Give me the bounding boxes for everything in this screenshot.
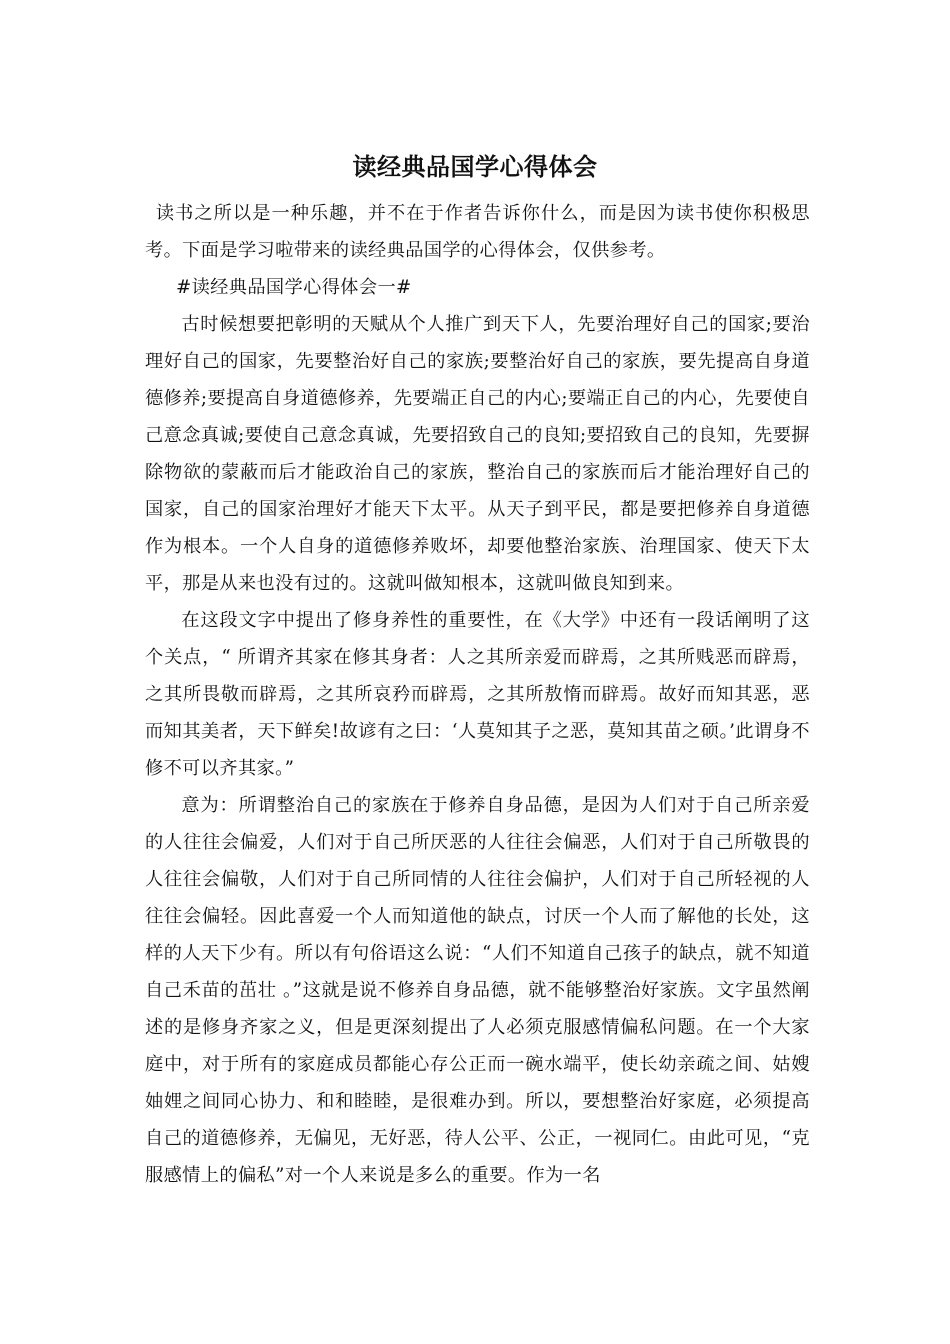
document-body [145, 195, 810, 1194]
section-heading: #读经典品国学心得体会一# [175, 277, 412, 298]
body-paragraph-2: 在这段文字中提出了修身养性的重要性，在《大学》中还有一段话阐明了这个关点，“ 所谓齐其家在修其身者：人之其所亲爱而辟焉，之其所贱恶而辟焉，之其所畏敬而辟焉，之其所哀矜而辟焉，之其所敖惰而辟焉。故好而知其恶，恶而知其美者，天下鲜矣!故谚有之曰：‘人莫知其子之恶，莫知其苗之硕。’此谓身不修不可以齐其家。” [145, 610, 810, 779]
body-paragraph-3: 意为：所谓整治自己的家族在于修养自身品德，是因为人们对于自己所亲爱的人往往会偏爱，人们对于自己所厌恶的人往往会偏恶，人们对于自己所敬畏的人往往会偏敬，人们对于自己所同情的人往往会偏护，人们对于自己所轻视的人往往会偏轻。因此喜爱一个人而知道他的缺点，讨厌一个人而了解他的长处，这样的人天下少有。所以有句俗语这么说：“人们不知道自己孩子的缺点，就不知道自己禾苗的茁壮 。”这就是说不修养自身品德，就不能够整治好家族。文字虽然阐述的是修身齐家之义，但是更深刻提出了人必须克服感情偏私问题。在一个大家庭中，对于所有的家庭成员都能心存公正而一碗水端平，使长幼亲疏之间、姑嫂妯娌之间同心协力、和和睦睦，是很难办到。所以，要想整治好家庭，必须提高自己的道德修养，无偏见，无好恶，待人公平、公正，一视同仁。由此可见，“克服感情上的偏私”对一个人来说是多么的重要。作为一名 [145, 795, 810, 1186]
document-title: 读经典品国学心得体会 [352, 152, 598, 181]
intro-paragraph: 读书之所以是一种乐趣，并不在于作者告诉你什么，而是因为读书使你积极思考。下面是学习啦带来的读经典品国学的心得体会，仅供参考。 [145, 203, 810, 261]
body-paragraph-1: 古时候想要把彰明的天赋从个人推广到天下人，先要治理好自己的国家;要治理好自己的国家，先要整治好自己的家族;要整治好自己的家族，要先提高自身道德修养;要提高自身道德修养，先要端正自己的内心;要端正自己的内心，先要使自己意念真诚;要使自己意念真诚，先要招致自己的良知;要招致自己的良知，先要摒除物欲的蒙蔽而后才能政治自己的家族，整治自己的家族而后才能治理好自己的国家，自己的国家治理好才能天下太平。从天子到平民，都是要把修养自身道德作为根本。一个人自身的道德修养败坏，却要他整治家族、治理国家、使天下太平，那是从来也没有过的。这就叫做知根本，这就叫做良知到来。 [145, 314, 810, 594]
